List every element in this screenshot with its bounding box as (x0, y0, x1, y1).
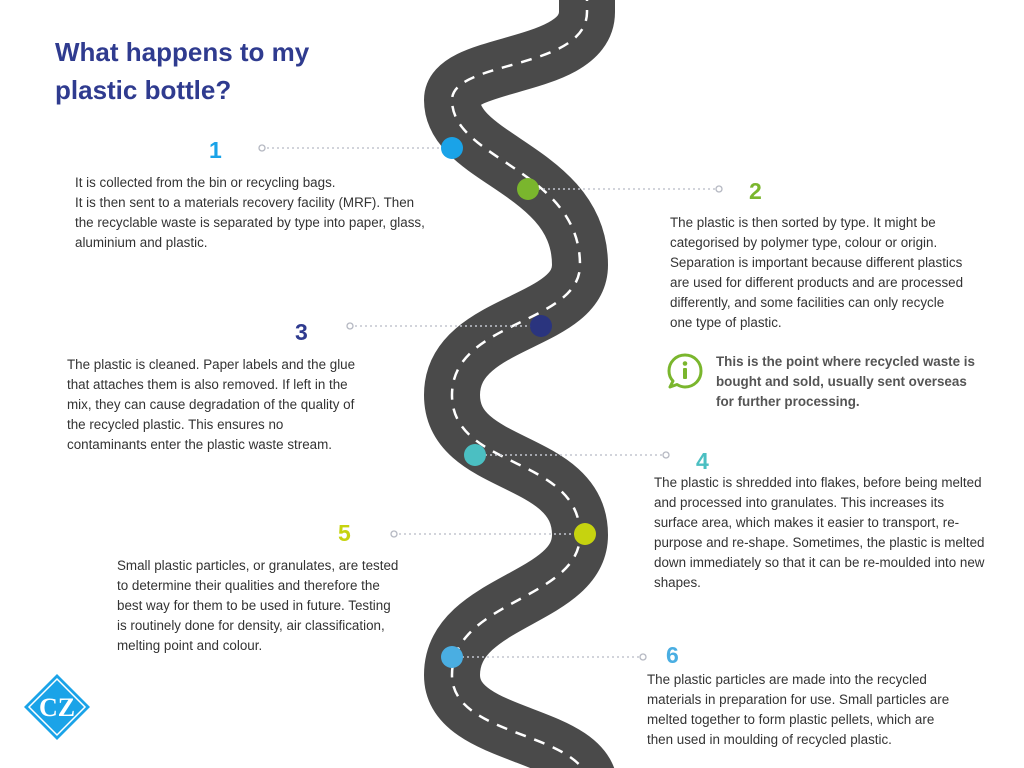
step-text-3: The plastic is cleaned. Paper labels and the glue that attaches them is also removed. If left in the mix, they can cause degradation of the quality of the recycled plastic. This ensures no contaminants enter the plastic waste stream. (67, 357, 356, 452)
step-number-5: 5 (338, 520, 351, 546)
step-text-5: Small plastic particles, or granulates, are tested to determine their qualities and therefore the best way for them to be used in future. Testing is routinely done for density, air classification, melting point and colour. (117, 558, 399, 653)
connector-end-3 (347, 323, 353, 329)
milestone-dot-4 (464, 444, 486, 466)
step-number-2: 2 (749, 178, 762, 204)
step-text-6: The plastic particles are made into the recycled materials in preparation for use. Small particles are melted together to form plastic pellets, which are then used in moulding of recycled plastic. (647, 672, 950, 747)
milestone-dot-6 (441, 646, 463, 668)
road-surface (452, 0, 590, 768)
cz-logo (22, 672, 92, 742)
connector-end-4 (663, 452, 669, 458)
step-text-2: The plastic is then sorted by type. It might be categorised by polymer type, colour or origin. Separation is important because different plastics are used for different products and are processed differently, and some facilities can only recycle one type of plastic. (670, 215, 964, 330)
logo-text: CZ (38, 693, 76, 722)
connector-end-5 (391, 531, 397, 537)
connector-end-2 (716, 186, 722, 192)
step-text-1: It is collected from the bin or recycling bags. It is then sent to a materials recovery facility (MRF). Then the recyclable waste is separated by type into paper, glass, aluminium and plastic. (75, 175, 425, 250)
step-number-6: 6 (666, 642, 679, 668)
page-title: What happens to my plastic bottle? (55, 37, 310, 105)
milestone-dot-1 (441, 137, 463, 159)
connector-end-1 (259, 145, 265, 151)
step-number-3: 3 (295, 319, 308, 345)
milestone-dot-3 (530, 315, 552, 337)
step-number-1: 1 (209, 137, 222, 163)
milestone-dot-5 (574, 523, 596, 545)
step-text-4: The plastic is shredded into flakes, before being melted and processed into granulates. This increases its surface area, which makes it easier to transport, re-purpose and re-shape. Sometimes, the plastic is melted down immediately so that it can be re-moulded into new shapes. (654, 475, 985, 590)
info-icon (666, 352, 704, 390)
connector-end-6 (640, 654, 646, 660)
info-note: This is the point where recycled waste is bought and sold, usually sent overseas for further processing. (716, 354, 975, 409)
step-number-4: 4 (696, 448, 709, 474)
milestone-dot-2 (517, 178, 539, 200)
